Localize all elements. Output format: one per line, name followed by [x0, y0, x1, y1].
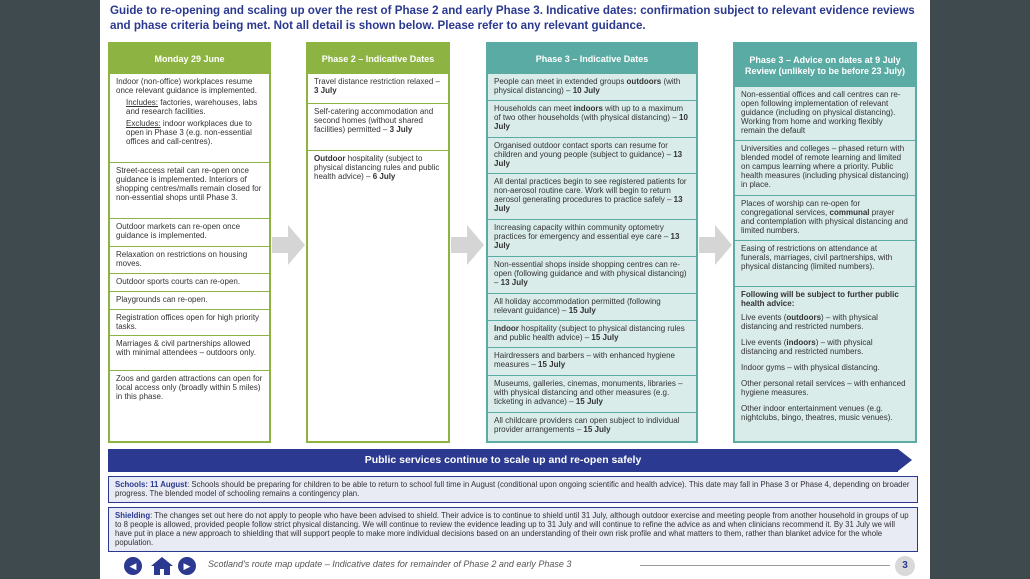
cell-bold: Outdoor — [314, 154, 346, 163]
list-item: Non-essential offices and call centres can re-open following implementation of relevant guidance (including on physical distancing). Working from home and working flexibly remain the default — [735, 87, 915, 141]
list-item: Universities and colleges – phased return with blended model of remote learning and limited on campus learning where a priority. Public health measures (including physical distancing) in place. — [735, 141, 915, 196]
cell-date: 13 July — [494, 150, 683, 168]
includes-text: factories, warehouses, labs and research facilities. — [126, 98, 258, 116]
cell-date: 13 July — [494, 195, 683, 213]
previous-page-button[interactable] — [124, 557, 142, 575]
excludes-text: indoor workplaces due to open in Phase 3 (e.g. non-essential offices and call-centres). — [126, 119, 252, 146]
list-item: Places of worship can re-open for congregational services, communal prayer and contemplation with physical distancing and limited numbers. — [735, 196, 915, 241]
cell-date: 3 July — [389, 125, 413, 134]
footer-divider — [640, 565, 890, 566]
column-header: Monday 29 June — [110, 44, 269, 74]
list-item: All dental practices begin to see registered patients for non-aerosol routine care. Work will begin to return aerosol generating procedures to practice safely – 13 July — [488, 174, 696, 220]
list-item: People can meet in extended groups outdoors (with physical distancing) – 10 July — [488, 74, 696, 101]
list-item — [110, 74, 269, 163]
cell-date: 13 July — [500, 278, 528, 287]
cell-text: Self-catering accommodation and second homes (without shared facilities) permitted – — [314, 107, 434, 134]
list-item: Easing of restrictions on attendance at funerals, marriages, civil partnerships, with physical distancing (limited numbers). — [735, 241, 915, 287]
list-item: Live events (indoors) – with physical distancing and restricted numbers. — [735, 335, 915, 360]
column-header: Phase 3 – Advice on dates at 9 July Review (unlikely to be before 23 July) — [735, 44, 915, 87]
banner-text: Public services continue to scale up and re-open safely — [108, 449, 898, 472]
footer — [100, 553, 930, 579]
column-phase-3 — [486, 42, 698, 443]
cell-date: 15 July — [591, 333, 619, 342]
shielding-label: Shielding — [115, 511, 151, 520]
column-monday-29-june — [108, 42, 271, 443]
list-item — [308, 151, 448, 441]
list-item: Street-access retail can re-open once guidance is implemented. Interiors of shopping centres/malls remain closed for non-essential shops until Phase 3. — [110, 163, 269, 219]
page-title: Guide to re-opening and scaling up over the rest of Phase 2 and early Phase 3. Indicative dates: confirmation subject to relevant evidence reviews and phase criteria being met. Not all detail is shown below. Please refer to any relevant guidance. — [110, 4, 915, 32]
list-item: All childcare providers can open subject to individual provider arrangements – 15 July — [488, 413, 696, 442]
cell-date: 15 July — [568, 306, 596, 315]
list-item — [308, 104, 448, 151]
list-item: Museums, galleries, cinemas, monuments, libraries – with physical distancing and other measures (e.g. ticketing in advance) – 15 July — [488, 376, 696, 413]
list-item: Playgrounds can re-open. — [110, 292, 269, 310]
list-item — [308, 74, 448, 104]
chevron-right-icon: ▶ — [183, 561, 191, 571]
cell-date: 10 July — [572, 86, 600, 95]
column-phase-2 — [306, 42, 450, 443]
schools-text: : Schools should be preparing for children to be able to return to school full time in August (conditional upon ongoing scientific and health advice). This date may fall in Phase 3 or Phase 4, depending on broader progress. The blended model of schooling remains a contingency plan. — [115, 480, 910, 498]
list-item: Outdoor sports courts can re-open. — [110, 274, 269, 292]
schools-label: Schools: 11 August — [115, 480, 188, 489]
list-item: Other personal retail services – with enhanced hygiene measures. — [735, 376, 915, 401]
column-header: Phase 3 – Indicative Dates — [488, 44, 696, 74]
cell-date: 13 July — [494, 232, 680, 250]
list-item: All holiday accommodation permitted (following relevant guidance) – 15 July — [488, 294, 696, 321]
cell-text: Travel distance restriction relaxed – — [314, 77, 440, 86]
arrow-right-icon — [699, 225, 733, 265]
chevron-left-icon: ◀ — [129, 561, 137, 571]
list-item: Registration offices open for high priority tasks. — [110, 310, 269, 336]
public-services-banner — [108, 449, 916, 472]
cell-date: 15 July — [583, 425, 611, 434]
list-item: Relaxation on restrictions on housing moves. — [110, 247, 269, 274]
list-item: Indoor gyms – with physical distancing. — [735, 360, 915, 376]
list-item: Outdoor markets can re-open once guidance is implemented. — [110, 219, 269, 247]
arrow-right-icon — [272, 225, 306, 265]
column-header: Phase 2 – Indicative Dates — [308, 44, 448, 74]
list-item: Live events (outdoors) – with physical distancing and restricted numbers. — [735, 310, 915, 335]
arrow-right-icon — [451, 225, 485, 265]
list-item: Organised outdoor contact sports can resume for children and young people (subject to guidance) – 13 July — [488, 138, 696, 174]
schools-box — [108, 476, 918, 503]
list-item: Marriages & civil partnerships allowed with minimal attendees – outdoors only. — [110, 336, 269, 371]
excludes-label: Excludes: — [126, 119, 161, 128]
list-item: Other indoor entertainment venues (e.g. nightclubs, bingo, theatres, music venues). — [735, 401, 915, 441]
list-item: Households can meet indoors with up to a maximum of two other households (with physical distancing) – 10 July — [488, 101, 696, 138]
next-page-button[interactable] — [178, 557, 196, 575]
shielding-box — [108, 507, 918, 552]
cell-date: 6 July — [372, 172, 396, 181]
list-item: Zoos and garden attractions can open for local access only (broadly within 5 miles) in this phase. — [116, 374, 263, 401]
page-number: 3 — [895, 556, 915, 576]
cell-text: Indoor (non-office) workplaces resume once relevant guidance is implemented. — [116, 77, 257, 95]
cell-date: 15 July — [538, 360, 566, 369]
list-item: Indoor hospitality (subject to physical distancing rules and public health advice) – 15 July — [488, 321, 696, 348]
banner-arrow-tip — [898, 449, 912, 471]
list-item: Increasing capacity within community optometry practices for emergency and essential eye care – 13 July — [488, 220, 696, 257]
footer-caption: Scotland's route map update – Indicative dates for remainder of Phase 2 and early Phase 3 — [208, 559, 572, 569]
cell-text: hospitality (subject to physical distancing rules and public health advice) – — [314, 154, 440, 181]
includes-label: Includes: — [126, 98, 159, 107]
cell-date: 15 July — [575, 397, 603, 406]
cell-date: 10 July — [494, 113, 688, 131]
column-phase-3-advice — [733, 42, 917, 443]
cell-date: 3 July — [314, 86, 337, 95]
list-item: Hairdressers and barbers – with enhanced hygiene measures – 15 July — [488, 348, 696, 376]
further-advice-heading: Following will be subject to further public health advice: — [735, 287, 915, 310]
slide — [100, 0, 930, 579]
home-icon[interactable] — [150, 556, 174, 576]
shielding-text: : The changes set out here do not apply to people who have been advised to shield. Their advice is to continue to shield until 31 July, although outdoor exercise and meeting people from another household in groups of up to 8 people is allowed, provided people follow strict physical distancing. We will continue to review the evidence leading up to 31 July and will continue to refine the advice as and when clinicians recommend it. By 31 July we will have put in place a new approach to shielding that will support people to make more individual decisions based on an understanding of their own risk profile and what matters to them, rather than blanket advice for the whole population. — [115, 511, 909, 547]
list-item: Non-essential shops inside shopping centres can re-open (following guidance and with physical distancing) – 13 July — [488, 257, 696, 294]
